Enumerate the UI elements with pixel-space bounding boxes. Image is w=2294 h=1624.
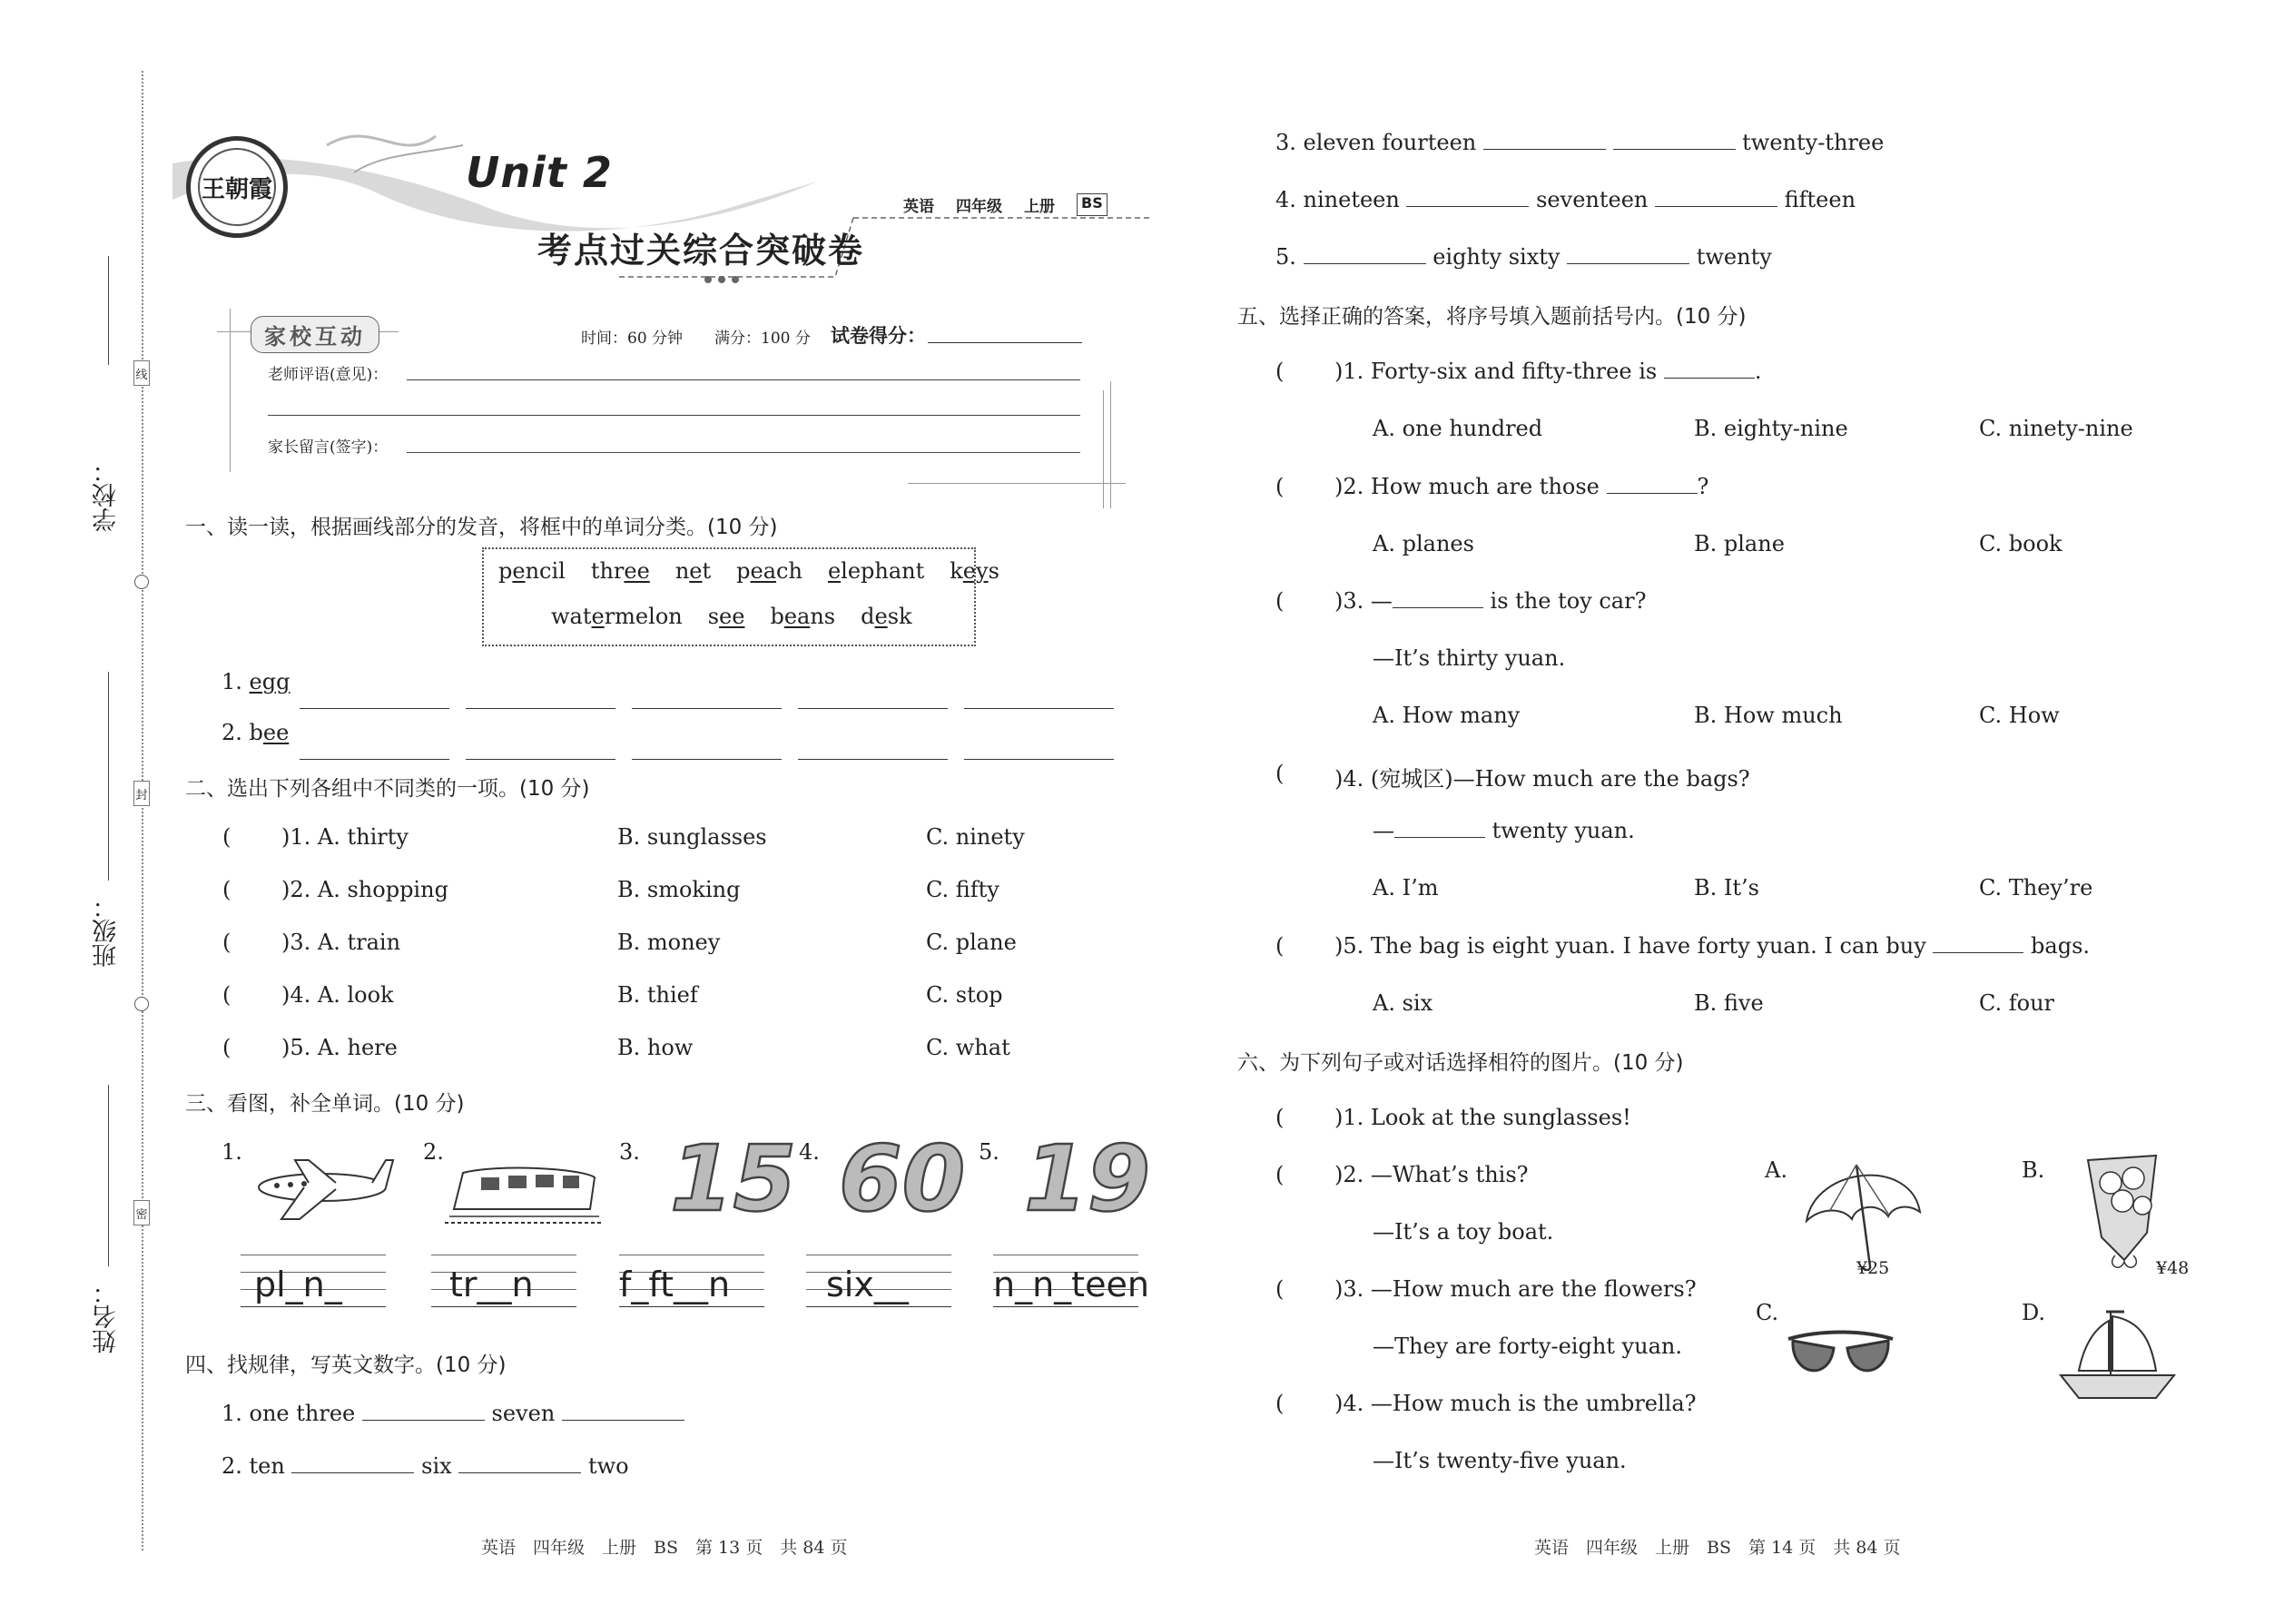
s5-q3-a: A. How many <box>1373 703 1521 728</box>
paren-open: ( <box>222 982 231 1008</box>
s2-q5-c: C. what <box>926 1035 1010 1060</box>
unit-title: Unit 2 <box>466 148 613 197</box>
answer-blank[interactable] <box>300 741 449 760</box>
paren-open: ( <box>222 824 231 850</box>
paren-open: ( <box>1275 1276 1285 1302</box>
s4-line-5: 5. eighty sixty twenty <box>1275 244 1772 270</box>
s3-num-2: 2. <box>423 1139 444 1165</box>
class-label: 班级： <box>93 894 121 968</box>
school-label: 学校： <box>93 458 121 532</box>
answer-blank[interactable] <box>632 741 782 760</box>
answer-blank[interactable] <box>798 690 948 709</box>
section-6-heading: 六、为下列句子或对话选择相符的图片。(10 分) <box>1237 1051 1684 1075</box>
s2-q1-b: B. sunglasses <box>617 824 767 850</box>
s6-q3: )3. —How much are the flowers? <box>1334 1276 1697 1302</box>
paren-open: ( <box>222 930 231 955</box>
answer-blank[interactable] <box>1613 131 1736 150</box>
s6-q4: )4. —How much is the umbrella? <box>1334 1391 1697 1416</box>
flowers-price: ¥48 <box>2156 1258 2190 1278</box>
info-deco-line <box>230 309 231 472</box>
section-1-heading: 一、读一读，根据画线部分的发音，将框中的单词分类。(10 分) <box>185 516 778 539</box>
info-deco-line <box>1103 390 1104 508</box>
paren-open: ( <box>222 1035 231 1060</box>
score-field[interactable] <box>928 342 1082 343</box>
pic-label-b: B. <box>2022 1157 2045 1183</box>
word-watermelon: watermelon <box>551 604 683 629</box>
publisher-logo: 王朝霞 <box>186 136 288 238</box>
paren-open: ( <box>1275 1391 1285 1416</box>
name-label: 姓名： <box>93 1280 121 1353</box>
s4-line-3: 3. eleven fourteen twenty-three <box>1275 130 1885 155</box>
s2-q4-b: B. thief <box>617 982 698 1008</box>
s4-line-4: 4. nineteen seventeen fifteen <box>1275 187 1856 212</box>
cut-line <box>142 71 143 1550</box>
section-2-heading: 二、选出下列各组中不同类的一项。(10 分) <box>185 777 590 801</box>
word-box-row-1 <box>498 558 999 584</box>
answer-blank[interactable] <box>466 690 615 709</box>
s5-q2-b: B. plane <box>1694 531 1785 556</box>
umbrella-icon <box>1802 1157 1925 1271</box>
answer-blank[interactable] <box>1394 819 1485 838</box>
s5-q1: )1. Forty-six and fifty-three is . <box>1334 359 1762 384</box>
s6-q2: )2. —What’s this? <box>1334 1162 1529 1187</box>
s2-q5-a: )5. A. here <box>281 1035 398 1060</box>
s5-q3-line2: —It’s thirty yuan. <box>1373 645 1566 671</box>
teacher-comment-label: 老师评语(意见)： <box>268 366 389 384</box>
s2-q4-c: C. stop <box>926 982 1003 1008</box>
s5-q5-a: A. six <box>1373 990 1433 1016</box>
name-line <box>108 1085 109 1266</box>
home-school-badge: 家校互动 <box>251 316 379 353</box>
word-see: see <box>707 604 745 629</box>
word-elephant: elephant <box>827 558 925 584</box>
s2-q3-a: )3. A. train <box>281 930 401 955</box>
s1-answer-row-1 <box>300 690 1114 709</box>
s5-q3-b: B. How much <box>1694 703 1843 728</box>
answer-blank[interactable] <box>1567 245 1689 264</box>
paren-open: ( <box>1275 588 1285 614</box>
seal-mark-top: 线 <box>133 360 150 386</box>
s2-q3-c: C. plane <box>926 930 1017 955</box>
word-fill-fifteen: f_ft__n <box>619 1265 731 1304</box>
plane-icon <box>250 1142 395 1228</box>
answer-blank[interactable] <box>964 690 1114 709</box>
pic-label-c: C. <box>1756 1300 1779 1325</box>
score-label: 试卷得分： <box>831 325 926 347</box>
s5-q3: )3. — is the toy car? <box>1334 588 1647 614</box>
s5-q4-b: B. It’s <box>1694 875 1759 901</box>
s1-item-2: 2. bee <box>222 720 290 745</box>
paren-open: ( <box>1275 933 1285 959</box>
word-three: three <box>590 558 650 584</box>
s5-q2: )2. How much are those ? <box>1334 474 1709 499</box>
s6-q2-line2: —It’s a toy boat. <box>1373 1219 1554 1245</box>
answer-blank[interactable] <box>964 741 1114 760</box>
s3-num-1: 1. <box>222 1139 242 1165</box>
parent-comment-label: 家长留言(签字)： <box>268 438 389 457</box>
s2-q5-b: B. how <box>617 1035 694 1060</box>
answer-blank[interactable] <box>1664 359 1755 379</box>
sunglasses-icon <box>1784 1321 1897 1393</box>
paren-open: ( <box>1275 1105 1285 1130</box>
s6-q4-line2: —It’s twenty-five yuan. <box>1373 1448 1627 1473</box>
word-net: net <box>674 558 712 584</box>
s1-item-1: 1. egg <box>222 669 290 694</box>
answer-blank[interactable] <box>562 1402 684 1421</box>
s5-q4-line2: — twenty yuan. <box>1373 818 1635 843</box>
binding-hole-icon <box>134 997 149 1011</box>
answer-blank[interactable] <box>466 741 615 760</box>
answer-blank[interactable] <box>1304 245 1426 264</box>
school-line <box>108 256 109 365</box>
s3-num-5: 5. <box>979 1139 999 1165</box>
binding-hole-icon <box>134 575 149 589</box>
answer-blank[interactable] <box>1483 131 1606 150</box>
section-4-heading: 四、找规律，写英文数字。(10 分) <box>185 1353 507 1377</box>
s2-q2-a: )2. A. shopping <box>281 877 448 902</box>
s5-q3-c: C. How <box>1979 703 2060 728</box>
s2-q1-c: C. ninety <box>926 824 1025 850</box>
answer-blank[interactable] <box>632 690 782 709</box>
number-picture-15: 15 <box>670 1126 797 1232</box>
s5-q5: )5. The bag is eight yuan. I have forty yuan. I can buy bags. <box>1334 933 2091 959</box>
s3-num-3: 3. <box>619 1139 640 1165</box>
s6-q1: )1. Look at the sunglasses! <box>1334 1105 1631 1130</box>
s5-q2-c: C. book <box>1979 531 2063 556</box>
word-desk: desk <box>861 604 912 629</box>
word-pencil: pencil <box>498 558 566 584</box>
s2-q2-b: B. smoking <box>617 877 741 902</box>
s4-line-2: 2. ten six two <box>222 1453 629 1479</box>
footer-left: 英语 四年级 上册 BS 第 13 页 共 84 页 <box>481 1538 848 1558</box>
info-deco-line <box>908 483 1126 484</box>
word-beans: beans <box>770 604 836 629</box>
word-fill-sixty: six__ <box>826 1265 909 1304</box>
s5-q5-c: C. four <box>1979 990 2055 1016</box>
train-icon <box>445 1146 604 1227</box>
s5-q1-b: B. eighty-nine <box>1694 416 1848 441</box>
word-box-row-2 <box>551 604 912 629</box>
s5-q4-a: A. I’m <box>1373 875 1439 901</box>
answer-blank[interactable] <box>1393 589 1483 608</box>
full-score-label: 满分：100 分 <box>714 330 811 348</box>
word-keys: keys <box>950 558 999 584</box>
answer-blank[interactable] <box>1607 475 1698 494</box>
flowers-icon <box>2070 1151 2170 1278</box>
s2-q2-c: C. fifty <box>926 877 999 902</box>
time-label: 时间：60 分钟 <box>581 330 684 348</box>
s5-q1-a: A. one hundred <box>1373 416 1543 441</box>
s2-q4-a: )4. A. look <box>281 982 394 1008</box>
s2-q3-b: B. money <box>617 930 721 955</box>
info-deco-line <box>1110 381 1111 508</box>
seal-mark-bot: 密 <box>133 1200 150 1225</box>
footer-right: 英语 四年级 上册 BS 第 14 页 共 84 页 <box>1534 1538 1901 1558</box>
answer-blank[interactable] <box>1933 934 2023 953</box>
section-3-heading: 三、看图，补全单词。(10 分) <box>185 1092 465 1116</box>
answer-blank[interactable] <box>291 1454 414 1473</box>
answer-blank[interactable] <box>362 1402 485 1421</box>
s4-line-1: 1. one three seven <box>222 1401 684 1426</box>
answer-blank[interactable] <box>1655 188 1777 207</box>
s5-q4-c: C. They’re <box>1979 875 2093 901</box>
paren-open: ( <box>222 877 231 902</box>
word-fill-plane: pl_n_ <box>254 1265 342 1304</box>
page-title: 考点过关综合突破卷 <box>537 230 865 271</box>
s5-q4: )4. (宛城区)—How much are the bags? <box>1334 766 1750 792</box>
s5-q5-b: B. five <box>1694 990 1764 1016</box>
s6-q3-line2: —They are forty-eight yuan. <box>1373 1334 1682 1359</box>
teacher-comment-field[interactable] <box>407 379 1080 380</box>
edition-tags: 英语 四年级 上册 BS <box>903 193 1108 216</box>
paren-open: ( <box>1275 359 1285 384</box>
pic-label-d: D. <box>2022 1300 2046 1325</box>
number-picture-60: 60 <box>839 1126 966 1232</box>
paren-open: ( <box>1275 761 1285 786</box>
pic-label-a: A. <box>1765 1157 1787 1183</box>
s2-q1-a: )1. A. thirty <box>281 824 409 850</box>
s5-q2-a: A. planes <box>1373 531 1474 556</box>
word-peach: peach <box>736 558 802 584</box>
paren-open: ( <box>1275 474 1285 499</box>
parent-comment-field[interactable] <box>407 452 1080 453</box>
section-5-heading: 五、选择正确的答案，将序号填入题前括号内。(10 分) <box>1237 305 1747 329</box>
paren-open: ( <box>1275 1162 1285 1187</box>
word-box <box>482 547 999 646</box>
answer-blank[interactable] <box>300 690 449 709</box>
answer-blank[interactable] <box>458 1454 581 1473</box>
teacher-comment-field[interactable] <box>268 415 1080 416</box>
s5-q1-c: C. ninety-nine <box>1979 416 2133 441</box>
s3-num-4: 4. <box>799 1139 820 1165</box>
word-fill-nineteen: n_n_teen <box>993 1265 1149 1304</box>
answer-blank[interactable] <box>798 741 948 760</box>
seal-mark-mid: 封 <box>133 781 150 806</box>
s1-answer-row-2 <box>300 741 1114 760</box>
word-fill-train: tr__n <box>449 1265 534 1304</box>
toy-boat-icon <box>2056 1307 2179 1407</box>
class-line <box>108 672 109 881</box>
umbrella-price: ¥25 <box>1856 1258 1890 1278</box>
number-picture-19: 19 <box>1024 1126 1151 1232</box>
answer-blank[interactable] <box>1406 188 1529 207</box>
